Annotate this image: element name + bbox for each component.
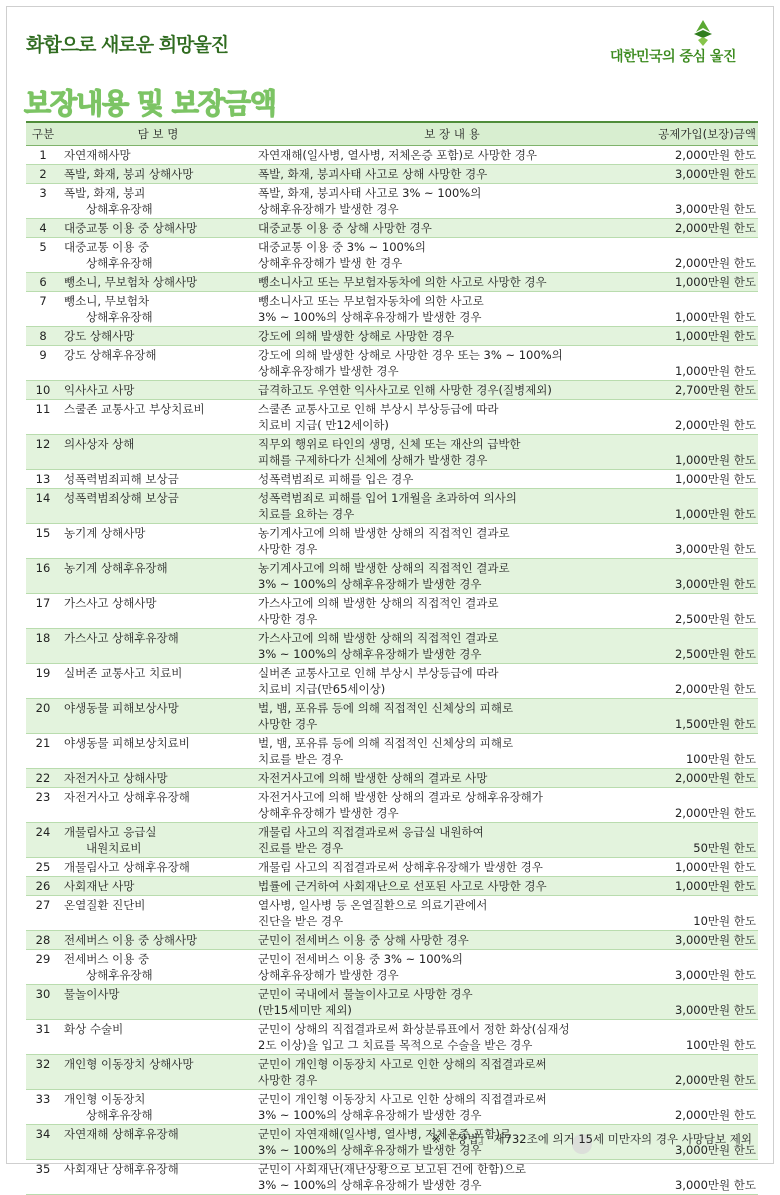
row-number: 18 (26, 629, 60, 664)
coverage-name: 화상 수술비 (60, 1020, 256, 1055)
table-row (26, 594, 758, 629)
coverage-amount: 2,000만원 한도 (648, 1055, 758, 1090)
coverage-name: 야생동물 피해보상사망 (60, 699, 256, 734)
table-row (26, 238, 758, 273)
table-row (26, 381, 758, 400)
coverage-amount: 3,000만원 한도 (648, 559, 758, 594)
coverage-amount: 3,000만원 한도 (648, 524, 758, 559)
coverage-content: 군민이 전세버스 이용 중 상해 사망한 경우 (256, 931, 648, 950)
row-number: 21 (26, 734, 60, 769)
row-number: 13 (26, 470, 60, 489)
row-number: 16 (26, 559, 60, 594)
table-row (26, 931, 758, 950)
table-row (26, 489, 758, 524)
table-row (26, 896, 758, 931)
row-number: 32 (26, 1055, 60, 1090)
coverage-name: 농기계 상해사망 (60, 524, 256, 559)
coverage-name: 익사사고 사망 (60, 381, 256, 400)
coverage-content: 자전거사고에 의해 발생한 상해의 결과로 상해후유장해가 상해후유장해가 발생한 경우 (256, 788, 648, 823)
coverage-name: 물놀이사망 (60, 985, 256, 1020)
table-row (26, 1020, 758, 1055)
coverage-name: 실버존 교통사고 치료비 (60, 664, 256, 699)
coverage-name: 성폭력범죄피해 보상금 (60, 470, 256, 489)
row-number: 8 (26, 327, 60, 346)
row-number: 26 (26, 877, 60, 896)
coverage-name: 가스사고 상해후유장해 (60, 629, 256, 664)
coverage-content: 열사병, 일사병 등 온열질환으로 의료기관에서 진단을 받은 경우 (256, 896, 648, 931)
row-number: 17 (26, 594, 60, 629)
coverage-name: 자전거사고 상해사망 (60, 769, 256, 788)
coverage-name: 전세버스 이용 중 상해후유장해 (60, 950, 256, 985)
table-row (26, 1160, 758, 1195)
coverage-content: 가스사고에 의해 발생한 상해의 직접적인 결과로 사망한 경우 (256, 594, 648, 629)
coverage-content: 폭발, 화재, 붕괴사태 사고로 3% ~ 100%의 상해후유장해가 발생한 경우 (256, 184, 648, 219)
row-number: 11 (26, 400, 60, 435)
coverage-name: 사회재난 상해후유장해 (60, 1160, 256, 1195)
row-number: 14 (26, 489, 60, 524)
table-row (26, 346, 758, 381)
table-row (26, 400, 758, 435)
col-header-amount: 공제가입(보장)금액 (648, 122, 758, 146)
row-number: 35 (26, 1160, 60, 1195)
table-row (26, 858, 758, 877)
coverage-content: 군민이 국내에서 물놀이사고로 사망한 경우 (만15세미만 제외) (256, 985, 648, 1020)
coverage-content: 급격하고도 우연한 익사사고로 인해 사망한 경우(질병제외) (256, 381, 648, 400)
row-number: 29 (26, 950, 60, 985)
coverage-amount: 1,000만원 한도 (648, 273, 758, 292)
coverage-name: 자전거사고 상해후유장해 (60, 788, 256, 823)
coverage-name: 개인형 이동장치 상해후유장해 (60, 1090, 256, 1125)
coverage-content: 벌, 뱀, 포유류 등에 의해 직접적인 신체상의 피해로 치료를 받은 경우 (256, 734, 648, 769)
coverage-amount: 3,000만원 한도 (648, 985, 758, 1020)
coverage-name: 스쿨존 교통사고 부상치료비 (60, 400, 256, 435)
col-header-coverage-content: 보 장 내 용 (256, 122, 648, 146)
coverage-name: 야생동물 피해보상치료비 (60, 734, 256, 769)
table-body (26, 146, 758, 1195)
row-number: 4 (26, 219, 60, 238)
coverage-amount: 1,000만원 한도 (648, 327, 758, 346)
table-row (26, 435, 758, 470)
coverage-name: 강도 상해후유장해 (60, 346, 256, 381)
coverage-content: 군민이 자연재해(일사병, 열사병, 저체온증 포함)로 3% ~ 100%의 상해후유장해가 발생한 경우 (256, 1125, 648, 1160)
table-row (26, 788, 758, 823)
coverage-amount: 100만원 한도 (648, 1020, 758, 1055)
coverage-amount: 2,000만원 한도 (648, 769, 758, 788)
coverage-amount: 2,000만원 한도 (648, 400, 758, 435)
row-number: 33 (26, 1090, 60, 1125)
row-number: 31 (26, 1020, 60, 1055)
table-row (26, 699, 758, 734)
county-logo (610, 18, 760, 70)
coverage-amount: 1,000만원 한도 (648, 292, 758, 327)
table-row (26, 273, 758, 292)
coverage-content: 뺑소니사고 또는 무보험자동차에 의한 사고로 3% ~ 100%의 상해후유장해가 발생한 경우 (256, 292, 648, 327)
coverage-amount: 10만원 한도 (648, 896, 758, 931)
row-number: 5 (26, 238, 60, 273)
coverage-amount: 2,000만원 한도 (648, 219, 758, 238)
coverage-name: 자연재해 상해후유장해 (60, 1125, 256, 1160)
table-row (26, 1055, 758, 1090)
coverage-amount: 2,500만원 한도 (648, 594, 758, 629)
coverage-content: 농기계사고에 의해 발생한 상해의 직접적인 결과로 3% ~ 100%의 상해후유장해가 발생한 경우 (256, 559, 648, 594)
table-row (26, 664, 758, 699)
table-row (26, 877, 758, 896)
row-number: 3 (26, 184, 60, 219)
row-number: 6 (26, 273, 60, 292)
table-row (26, 524, 758, 559)
coverage-amount: 1,000만원 한도 (648, 489, 758, 524)
coverage-content: 강도에 의해 발생한 상해로 사망한 경우 (256, 327, 648, 346)
coverage-content: 개물림 사고의 직접결과로써 응급실 내원하여 진료를 받은 경우 (256, 823, 648, 858)
logo-text: 대한민국의 중심 울진 (610, 49, 736, 65)
coverage-name: 뺑소니, 무보험차 상해사망 (60, 273, 256, 292)
table-row (26, 470, 758, 489)
coverage-name: 의사상자 상해 (60, 435, 256, 470)
coverage-name: 개물림사고 상해후유장해 (60, 858, 256, 877)
coverage-name: 개물림사고 응급실 내원치료비 (60, 823, 256, 858)
col-header-coverage-name: 담 보 명 (60, 122, 256, 146)
coverage-amount: 2,500만원 한도 (648, 629, 758, 664)
coverage-amount: 1,000만원 한도 (648, 858, 758, 877)
row-number: 22 (26, 769, 60, 788)
coverage-amount: 3,000만원 한도 (648, 1125, 758, 1160)
coverage-amount: 3,000만원 한도 (648, 1160, 758, 1195)
coverage-content: 대중교통 이용 중 3% ~ 100%의 상해후유장해가 발생 한 경우 (256, 238, 648, 273)
coverage-name: 개인형 이동장치 상해사망 (60, 1055, 256, 1090)
coverage-content: 직무외 행위로 타인의 생명, 신체 또는 재산의 급박한 피해를 구제하다가 신체에 상해가 발생한 경우 (256, 435, 648, 470)
coverage-name: 폭발, 화재, 붕괴 상해후유장해 (60, 184, 256, 219)
coverage-amount: 3,000만원 한도 (648, 165, 758, 184)
coverage-name: 농기계 상해후유장해 (60, 559, 256, 594)
coverage-amount: 2,000만원 한도 (648, 146, 758, 165)
table-row (26, 292, 758, 327)
coverage-content: 군민이 개인형 이동장치 사고로 인한 상해의 직접결과로써 3% ~ 100%의 상해후유장해가 발생한 경우 (256, 1090, 648, 1125)
row-number: 28 (26, 931, 60, 950)
coverage-name: 뺑소니, 무보험차 상해후유장해 (60, 292, 256, 327)
row-number: 2 (26, 165, 60, 184)
coverage-name: 대중교통 이용 중 상해사망 (60, 219, 256, 238)
footnote: ※ 『상법』 제732조에 의거 15세 미만자의 경우 사망담보 제외 (431, 1132, 752, 1146)
coverage-name: 자연재해사망 (60, 146, 256, 165)
coverage-amount: 2,000만원 한도 (648, 788, 758, 823)
row-number: 9 (26, 346, 60, 381)
table-row (26, 769, 758, 788)
table-row (26, 165, 758, 184)
coverage-content: 군민이 개인형 이동장치 사고로 인한 상해의 직접결과로써 사망한 경우 (256, 1055, 648, 1090)
coverage-content: 농기계사고에 의해 발생한 상해의 직접적인 결과로 사망한 경우 (256, 524, 648, 559)
coverage-amount: 3,000만원 한도 (648, 931, 758, 950)
table-header-row (26, 122, 758, 146)
coverage-content: 군민이 전세버스 이용 중 3% ~ 100%의 상해후유장해가 발생한 경우 (256, 950, 648, 985)
coverage-amount: 2,000만원 한도 (648, 664, 758, 699)
row-number: 27 (26, 896, 60, 931)
table-row (26, 629, 758, 664)
slogan: 화합으로 새로운 희망울진 (26, 34, 229, 56)
coverage-content: 가스사고에 의해 발생한 상해의 직접적인 결과로 3% ~ 100%의 상해후유장해가 발생한 경우 (256, 629, 648, 664)
coverage-amount: 1,500만원 한도 (648, 699, 758, 734)
table-row (26, 823, 758, 858)
table-row (26, 184, 758, 219)
coverage-content: 스쿨존 교통사고로 인해 부상시 부상등급에 따라 치료비 지급( 만12세이하) (256, 400, 648, 435)
page-title: 보장내용 및 보장금액 (24, 87, 276, 120)
table-row (26, 146, 758, 165)
table-row (26, 219, 758, 238)
row-number: 7 (26, 292, 60, 327)
coverage-content: 뺑소니사고 또는 무보험자동차에 의한 사고로 사망한 경우 (256, 273, 648, 292)
logo-flower-icon (690, 18, 716, 48)
coverage-amount: 3,000만원 한도 (648, 950, 758, 985)
row-number: 19 (26, 664, 60, 699)
row-number: 23 (26, 788, 60, 823)
coverage-content: 벌, 뱀, 포유류 등에 의해 직접적인 신체상의 피해로 사망한 경우 (256, 699, 648, 734)
coverage-content: 군민이 상해의 직접결과로써 화상분류표에서 정한 화상(심재성 2도 이상)을 입고 그 치료를 목적으로 수술을 받은 경우 (256, 1020, 648, 1055)
coverage-content: 자연재해(일사병, 열사병, 저체온증 포함)로 사망한 경우 (256, 146, 648, 165)
table-row (26, 327, 758, 346)
coverage-name: 강도 상해사망 (60, 327, 256, 346)
coverage-name: 폭발, 화재, 붕괴 상해사망 (60, 165, 256, 184)
row-number: 25 (26, 858, 60, 877)
row-number: 15 (26, 524, 60, 559)
coverage-amount: 1,000만원 한도 (648, 877, 758, 896)
row-number: 20 (26, 699, 60, 734)
table-row (26, 985, 758, 1020)
table-row (26, 559, 758, 594)
coverage-content: 군민이 사회재난(재난상황으로 보고된 건에 한함)으로 3% ~ 100%의 상해후유장해가 발생한 경우 (256, 1160, 648, 1195)
coverage-name: 대중교통 이용 중 상해후유장해 (60, 238, 256, 273)
coverage-content: 성폭력범죄로 피해를 입은 경우 (256, 470, 648, 489)
coverage-content: 실버존 교통사고로 인해 부상시 부상등급에 따라 치료비 지급(만65세이상) (256, 664, 648, 699)
row-number: 10 (26, 381, 60, 400)
row-number: 34 (26, 1125, 60, 1160)
coverage-amount: 100만원 한도 (648, 734, 758, 769)
row-number: 30 (26, 985, 60, 1020)
coverage-content: 자전거사고에 의해 발생한 상해의 결과로 사망 (256, 769, 648, 788)
table-row (26, 950, 758, 985)
coverage-content: 강도에 의해 발생한 상해로 사망한 경우 또는 3% ~ 100%의 상해후유장해가 발생한 경우 (256, 346, 648, 381)
coverage-content: 개물림 사고의 직접결과로써 상해후유장해가 발생한 경우 (256, 858, 648, 877)
coverage-amount: 2,000만원 한도 (648, 238, 758, 273)
coverage-content: 대중교통 이용 중 상해 사망한 경우 (256, 219, 648, 238)
coverage-content: 법률에 근거하여 사회재난으로 선포된 사고로 사망한 경우 (256, 877, 648, 896)
coverage-amount: 1,000만원 한도 (648, 346, 758, 381)
table-row (26, 1090, 758, 1125)
coverage-name: 성폭력범죄상해 보상금 (60, 489, 256, 524)
coverage-table (26, 121, 758, 1195)
row-number: 12 (26, 435, 60, 470)
coverage-amount: 2,000만원 한도 (648, 1090, 758, 1125)
col-header-number: 구분 (26, 122, 60, 146)
table-row (26, 734, 758, 769)
coverage-name: 전세버스 이용 중 상해사망 (60, 931, 256, 950)
coverage-amount: 3,000만원 한도 (648, 184, 758, 219)
coverage-content: 폭발, 화재, 붕괴사태 사고로 상해 사망한 경우 (256, 165, 648, 184)
coverage-amount: 1,000만원 한도 (648, 470, 758, 489)
coverage-content: 성폭력범죄로 피해를 입어 1개월을 초과하여 의사의 치료를 요하는 경우 (256, 489, 648, 524)
coverage-name: 사회재난 사망 (60, 877, 256, 896)
coverage-amount: 1,000만원 한도 (648, 435, 758, 470)
coverage-name: 온열질환 진단비 (60, 896, 256, 931)
coverage-amount: 50만원 한도 (648, 823, 758, 858)
coverage-name: 가스사고 상해사망 (60, 594, 256, 629)
row-number: 24 (26, 823, 60, 858)
row-number: 1 (26, 146, 60, 165)
coverage-amount: 2,700만원 한도 (648, 381, 758, 400)
